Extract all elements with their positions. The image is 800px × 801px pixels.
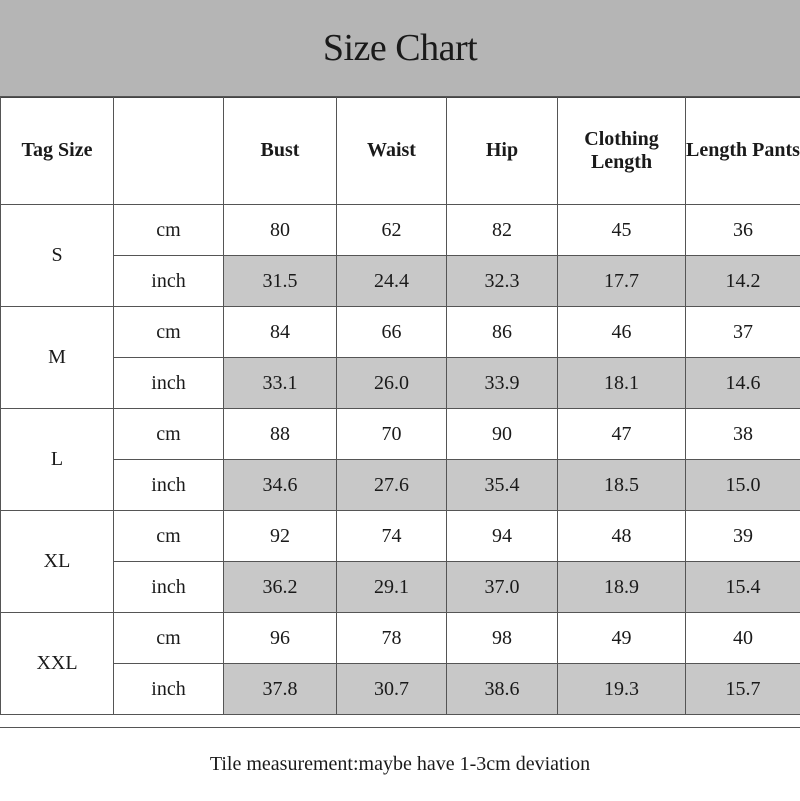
value-cell: 14.6: [686, 358, 800, 409]
header-cell-hip: Hip: [447, 97, 558, 205]
value-cell: 47: [558, 409, 686, 460]
value-cell: 15.4: [686, 562, 800, 613]
header-row: [1, 97, 800, 205]
value-cell: 33.1: [224, 358, 337, 409]
unit-cell: inch: [114, 664, 224, 715]
header-cell-length-pants: Length Pants: [686, 97, 800, 205]
table-row: [1, 664, 800, 715]
value-cell: 38: [686, 409, 800, 460]
value-cell: 92: [224, 511, 337, 562]
unit-cell: inch: [114, 460, 224, 511]
tag-size-cell: M: [1, 307, 114, 409]
value-cell: 38.6: [447, 664, 558, 715]
tag-size-cell: L: [1, 409, 114, 511]
value-cell: 80: [224, 205, 337, 256]
size-table: [0, 96, 800, 715]
value-cell: 88: [224, 409, 337, 460]
header-cell-bust: Bust: [224, 97, 337, 205]
unit-cell: cm: [114, 613, 224, 664]
value-cell: 49: [558, 613, 686, 664]
unit-cell: cm: [114, 205, 224, 256]
tag-size-cell: XL: [1, 511, 114, 613]
unit-cell: inch: [114, 358, 224, 409]
measurement-note: Tile measurement:maybe have 1-3cm deviation: [0, 727, 800, 801]
value-cell: 31.5: [224, 256, 337, 307]
value-cell: 62: [337, 205, 447, 256]
value-cell: 66: [337, 307, 447, 358]
chart-title: Size Chart: [0, 0, 800, 98]
value-cell: 27.6: [337, 460, 447, 511]
value-cell: 78: [337, 613, 447, 664]
table-row: [1, 613, 800, 664]
value-cell: 84: [224, 307, 337, 358]
unit-cell: inch: [114, 256, 224, 307]
value-cell: 37.0: [447, 562, 558, 613]
table-row: [1, 409, 800, 460]
value-cell: 37.8: [224, 664, 337, 715]
value-cell: 40: [686, 613, 800, 664]
table-row: [1, 562, 800, 613]
value-cell: 37: [686, 307, 800, 358]
value-cell: 94: [447, 511, 558, 562]
value-cell: 96: [224, 613, 337, 664]
value-cell: 36: [686, 205, 800, 256]
tag-size-cell: XXL: [1, 613, 114, 715]
value-cell: 15.0: [686, 460, 800, 511]
table-row: [1, 205, 800, 256]
value-cell: 74: [337, 511, 447, 562]
value-cell: 82: [447, 205, 558, 256]
header-cell-clothing-length: Clothing Length: [558, 97, 686, 205]
table-row: [1, 307, 800, 358]
header-cell-tag-size: Tag Size: [1, 97, 114, 205]
value-cell: 34.6: [224, 460, 337, 511]
unit-cell: cm: [114, 409, 224, 460]
table-row: [1, 256, 800, 307]
value-cell: 26.0: [337, 358, 447, 409]
table-row: [1, 460, 800, 511]
value-cell: 45: [558, 205, 686, 256]
value-cell: 90: [447, 409, 558, 460]
value-cell: 48: [558, 511, 686, 562]
value-cell: 46: [558, 307, 686, 358]
value-cell: 14.2: [686, 256, 800, 307]
value-cell: 15.7: [686, 664, 800, 715]
unit-cell: inch: [114, 562, 224, 613]
value-cell: 19.3: [558, 664, 686, 715]
unit-cell: cm: [114, 511, 224, 562]
value-cell: 17.7: [558, 256, 686, 307]
value-cell: 86: [447, 307, 558, 358]
value-cell: 30.7: [337, 664, 447, 715]
value-cell: 32.3: [447, 256, 558, 307]
value-cell: 18.5: [558, 460, 686, 511]
value-cell: 18.1: [558, 358, 686, 409]
value-cell: 70: [337, 409, 447, 460]
header-cell-waist: Waist: [337, 97, 447, 205]
unit-cell: cm: [114, 307, 224, 358]
value-cell: 36.2: [224, 562, 337, 613]
tag-size-cell: S: [1, 205, 114, 307]
value-cell: 39: [686, 511, 800, 562]
header-cell-unit: [114, 97, 224, 205]
value-cell: 98: [447, 613, 558, 664]
value-cell: 24.4: [337, 256, 447, 307]
value-cell: 18.9: [558, 562, 686, 613]
table-row: [1, 358, 800, 409]
table-row: [1, 511, 800, 562]
value-cell: 29.1: [337, 562, 447, 613]
value-cell: 35.4: [447, 460, 558, 511]
value-cell: 33.9: [447, 358, 558, 409]
